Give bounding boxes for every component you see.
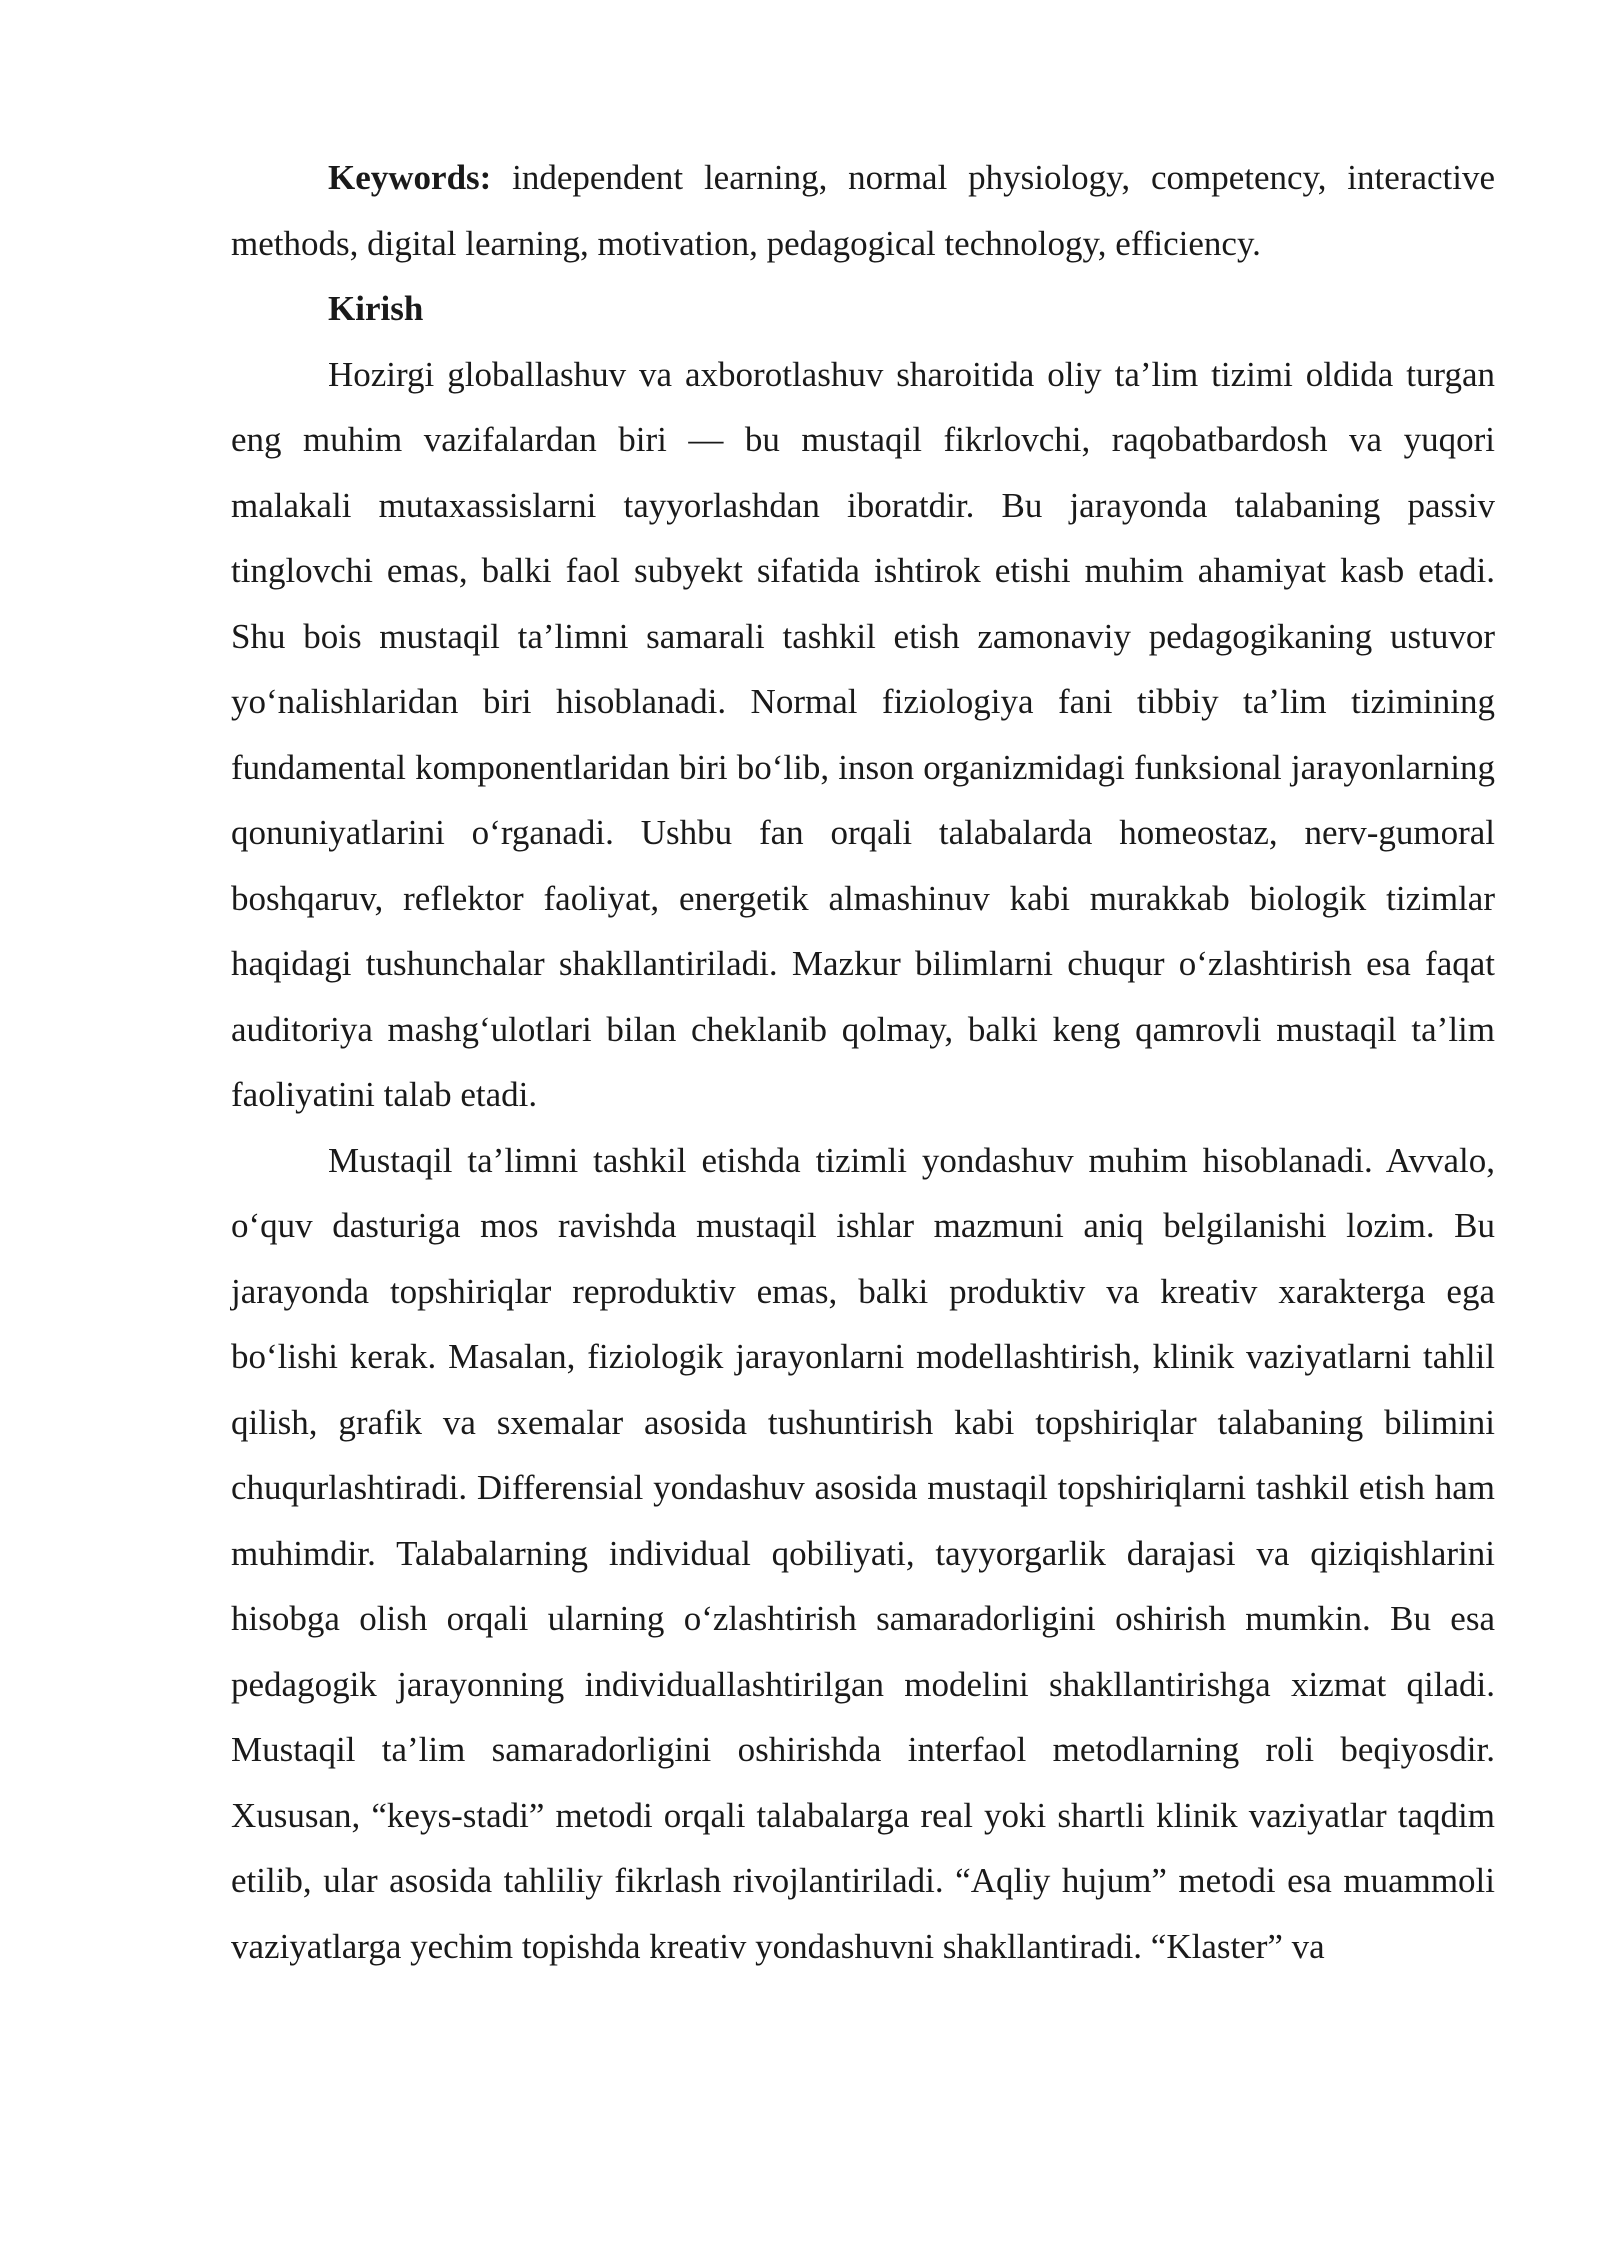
keywords-text: independent learning, normal physiology, competency, interactive methods, digital learning, motivation, pedagogical technology, efficiency. — [231, 158, 1495, 263]
body-paragraph-2: Mustaqil ta’limni tashkil etishda tizimli yondashuv muhim hisoblanadi. Avvalo, o‘quv dasturiga mos ravishda mustaqil ishlar mazmuni aniq belgilanishi lozim. Bu jarayonda topshiriqlar reproduktiv emas, balki produktiv va kreativ xarakterga ega bo‘lishi kerak. Masalan, fiziologik jarayonlarni modellashtirish, klinik vaziyatlarni tahlil qilish, grafik va sxemalar asosida tushuntirish kabi topshiriqlar talabaning bilimini chuqurlashtiradi. Differensial yondashuv asosida mustaqil topshiriqlarni tashkil etish ham muhimdir. Talabalarning individual qobiliyati, tayyorgarlik darajasi va qiziqishlarini hisobga olish orqali ularning o‘zlashtirish samaradorligini oshirish mumkin. Bu esa pedagogik jarayonning individuallashtirilgan modelini shakllantirishga xizmat qiladi. Mustaqil ta’lim samaradorligini oshirishda interfaol metodlarning roli beqiyosdir. Xususan, “keys-stadi” metodi orqali talabalarga real yoki shartli klinik vaziyatlar taqdim etilib, ular asosida tahliliy fikrlash rivojlantiriladi. “Aqliy hujum” metodi esa muammoli vaziyatlarga yechim topishda kreativ yondashuvni shakllantiradi. “Klaster” va — [231, 1140, 1495, 1966]
keywords-label: Keywords: — [328, 158, 492, 197]
keywords-paragraph — [231, 145, 1495, 276]
document-page — [231, 145, 1495, 1979]
section-heading: Kirish — [328, 289, 424, 328]
body-paragraph-1: Hozirgi globallashuv va axborotlashuv sharoitida oliy ta’lim tizimi oldida turgan eng muhim vazifalardan biri — bu mustaqil fikrlovchi, raqobatbardosh va yuqori malakali mutaxassislarni tayyorlashdan iboratdir. Bu jarayonda talabaning passiv tinglovchi emas, balki faol subyekt sifatida ishtirok etishi muhim ahamiyat kasb etadi. Shu bois mustaqil ta’limni samarali tashkil etish zamonaviy pedagogikaning ustuvor yo‘nalishlaridan biri hisoblanadi. Normal fiziologiya fani tibbiy ta’lim tizimining fundamental komponentlaridan biri bo‘lib, inson organizmidagi funksional jarayonlarning qonuniyatlarini o‘rganadi. Ushbu fan orqali talabalarda homeostaz, nerv-gumoral boshqaruv, reflektor faoliyat, energetik almashinuv kabi murakkab biologik tizimlar haqidagi tushunchalar shakllantiriladi. Mazkur bilimlarni chuqur o‘zlashtirish esa faqat auditoriya mashg‘ulotlari bilan cheklanib qolmay, balki keng qamrovli mustaqil ta’lim faoliyatini talab etadi. — [231, 354, 1495, 1114]
